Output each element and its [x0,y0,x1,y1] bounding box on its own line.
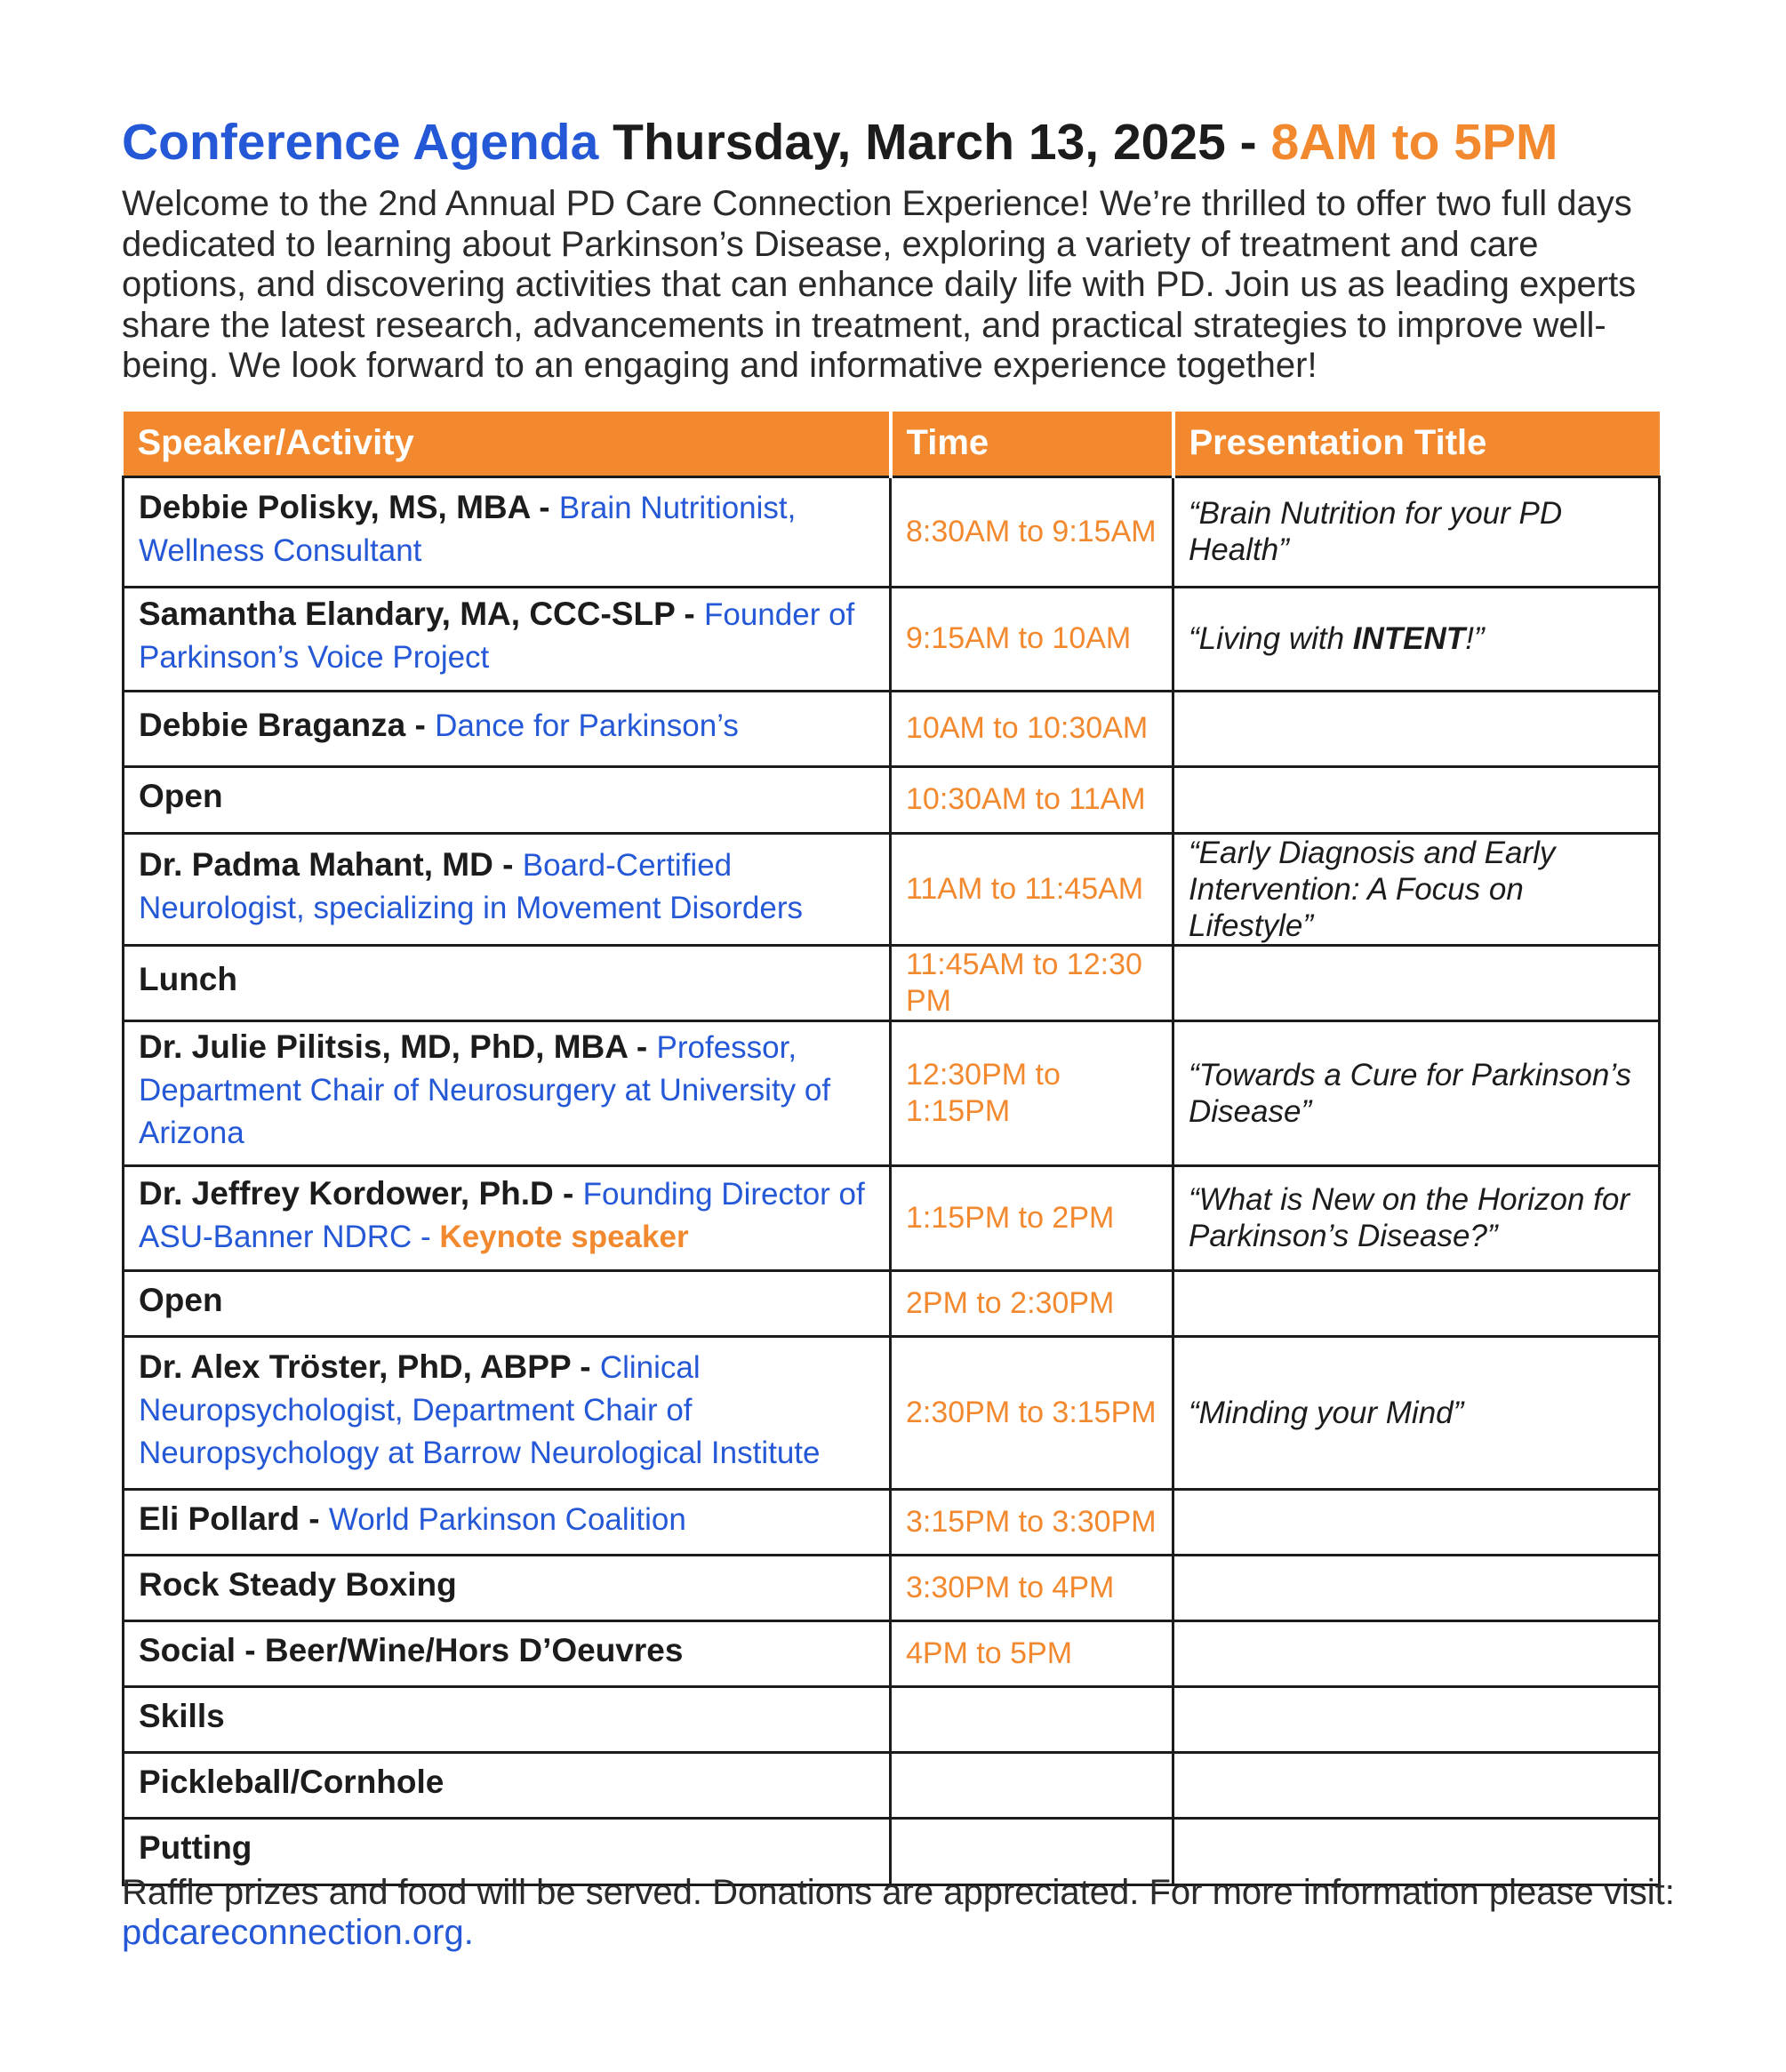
time-cell: 12:30PM to 1:15PM [891,1020,1173,1165]
presentation-title-cell [1173,833,1660,945]
separator: - [529,488,559,525]
time-cell [891,1752,1173,1818]
title-text: “Minding your Mind” [1189,1395,1464,1430]
speaker-cell [124,1620,891,1686]
speaker-name: Debbie Braganza [139,707,406,743]
separator: - [570,1348,600,1385]
table-header-row [124,412,1660,476]
page-title [122,108,1686,176]
speaker-cell [124,945,891,1020]
agenda-body [124,476,1660,1884]
presentation-title-cell [1173,1620,1660,1686]
speaker-name: Dr. Julie Pilitsis, MD, PhD, MBA [139,1028,628,1065]
speaker-cell [124,1555,891,1620]
time-cell: 3:30PM to 4PM [891,1555,1173,1620]
speaker-cell [124,1752,891,1818]
speaker-name: Samantha Elandary, MA, CCC-SLP [139,596,676,632]
presentation-title-cell [1173,587,1660,691]
heading-label: Conference Agenda [122,114,599,171]
speaker-cell [124,587,891,691]
time-cell: 9:15AM to 10AM [891,587,1173,691]
separator: - [553,1174,583,1212]
speaker-cell [124,766,891,833]
table-row [124,1686,1660,1752]
presentation-title-cell [1173,766,1660,833]
table-row [124,833,1660,945]
speaker-name: Social - Beer/Wine/Hors D’Oeuvres [139,1631,684,1668]
speaker-role: Clinical Neuropsychologist, Department Chair of Neuropsychology at Barrow Neurological Institute [139,1349,821,1470]
table-row [124,1336,1660,1489]
time-cell: 11:45AM to 12:30 PM [891,945,1173,1020]
speaker-name: Pickleball/Cornhole [139,1763,444,1800]
column-header-time: Time [891,412,1173,476]
time-cell: 4PM to 5PM [891,1620,1173,1686]
presentation-title-cell [1173,945,1660,1020]
speaker-cell [124,1686,891,1752]
time-cell: 11AM to 11:45AM [891,833,1173,945]
speaker-name: Open [139,1281,223,1318]
column-header-speaker: Speaker/Activity [124,412,891,476]
speaker-cell [124,1020,891,1165]
separator: - [299,1500,329,1537]
table-row [124,587,1660,691]
speaker-role: Founder of Parkinson’s Voice Project [139,597,855,675]
presentation-title-cell [1173,1686,1660,1752]
time-cell: 8:30AM to 9:15AM [891,476,1173,587]
title-text: “What is New on the Horizon for Parkinson’s Disease?” [1189,1182,1630,1253]
speaker-name: Putting [139,1829,252,1866]
presentation-title-cell [1173,1752,1660,1818]
speaker-name: Debbie Polisky, MS, MBA [139,488,530,525]
presentation-title-cell [1173,1020,1660,1165]
speaker-role: Professor, Department Chair of Neurosurgery at University of Arizona [139,1030,831,1150]
table-row [124,1165,1660,1270]
table-row [124,1489,1660,1555]
speaker-name: Dr. Padma Mahant, MD [139,845,493,883]
presentation-title-cell [1173,1555,1660,1620]
speaker-cell [124,1489,891,1555]
keynote-label: Keynote speaker [439,1219,689,1254]
table-row [124,1270,1660,1336]
table-row [124,766,1660,833]
speaker-cell [124,833,891,945]
title-text: “Brain Nutrition for your PD Health” [1189,496,1563,567]
intro-paragraph: Welcome to the 2nd Annual PD Care Connection Experience! We’re thrilled to offer two full days dedicated to learning about Parkinson’s Disease, exploring a variety of treatment and care options, and discovering activities that can enhance daily life with PD. Join us as leading experts share the latest research, advancements in treatment, and practical strategies to improve well-being. We look forward to an engaging and informative experience together! [122,184,1637,385]
speaker-name: Open [139,778,223,814]
table-row [124,1752,1660,1818]
separator: - [493,845,523,883]
title-text: “Early Diagnosis and Early Intervention: A Focus on Lifestyle” [1189,835,1556,943]
table-row [124,476,1660,587]
speaker-name: Eli Pollard [139,1500,300,1537]
presentation-title-cell [1173,476,1660,587]
title-text-end: !” [1465,621,1485,656]
presentation-title-cell [1173,691,1660,766]
speaker-name: Rock Steady Boxing [139,1565,457,1603]
agenda-table [122,412,1661,1886]
time-cell: 10AM to 10:30AM [891,691,1173,766]
speaker-cell [124,1270,891,1336]
column-header-title: Presentation Title [1173,412,1660,476]
presentation-title-cell [1173,1336,1660,1489]
table-row [124,1620,1660,1686]
website-link[interactable]: pdcareconnection.org. [122,1913,474,1952]
table-row [124,1020,1660,1165]
presentation-title-cell [1173,1165,1660,1270]
separator: - [405,707,436,743]
separator: - [627,1028,657,1065]
speaker-cell [124,1165,891,1270]
speaker-role: Brain Nutritionist, Wellness Consultant [139,490,797,568]
speaker-name: Dr. Alex Tröster, PhD, ABPP [139,1348,571,1385]
speaker-name: Lunch [139,961,237,997]
speaker-cell [124,691,891,766]
speaker-name: Skills [139,1697,225,1734]
presentation-title-cell [1173,1489,1660,1555]
time-cell: 1:15PM to 2PM [891,1165,1173,1270]
time-cell: 10:30AM to 11AM [891,766,1173,833]
presentation-title-cell [1173,1270,1660,1336]
speaker-cell [124,476,891,587]
footer-note [122,1873,1686,1953]
table-row [124,1555,1660,1620]
separator: - [675,596,704,632]
time-cell: 3:15PM to 3:30PM [891,1489,1173,1555]
heading-hours: 8AM to 5PM [1270,114,1558,171]
footer-text: Raffle prizes and food will be served. Donations are appreciated. For more information please visit: [122,1873,1675,1912]
table-row [124,691,1660,766]
time-cell [891,1686,1173,1752]
heading-date: Thursday, March 13, 2025 - [613,114,1257,171]
keynote-separator: - [412,1219,440,1254]
speaker-role: Dance for Parkinson’s [435,708,739,743]
time-cell: 2PM to 2:30PM [891,1270,1173,1336]
speaker-role: World Parkinson Coalition [328,1501,686,1537]
time-cell: 2:30PM to 3:15PM [891,1336,1173,1489]
title-text: “Towards a Cure for Parkinson’s Disease” [1189,1057,1631,1129]
speaker-name: Dr. Jeffrey Kordower, Ph.D [139,1174,554,1212]
title-emphasis: INTENT [1352,621,1466,656]
speaker-role: Board-Certified Neurologist, specializing in Movement Disorders [139,847,803,925]
title-text: “Living with [1189,621,1353,656]
speaker-role: Founding Director of ASU-Banner NDRC [139,1176,865,1254]
speaker-cell [124,1336,891,1489]
table-row [124,945,1660,1020]
